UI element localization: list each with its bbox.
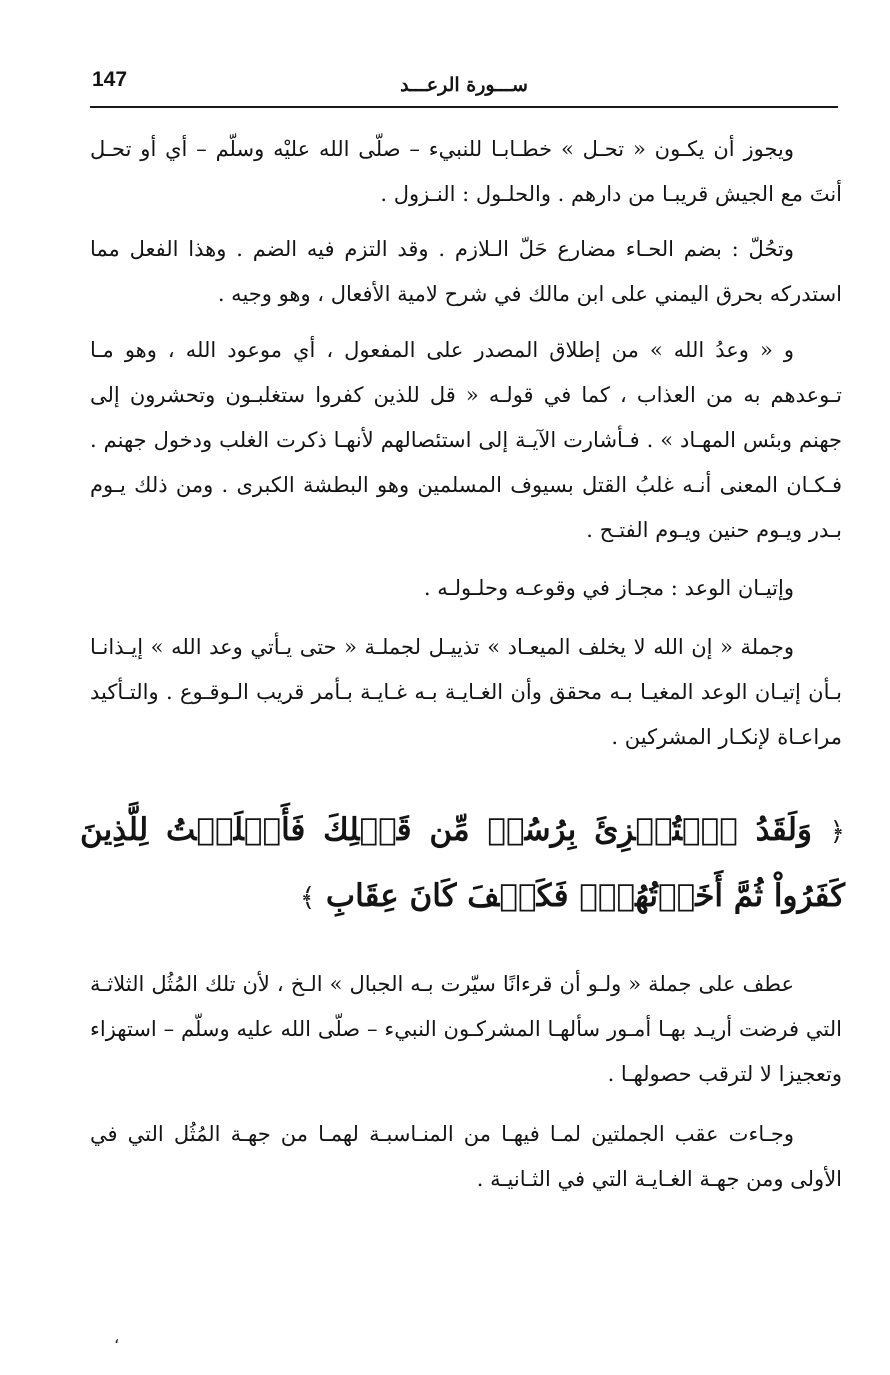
paragraph-7 bbox=[90, 1112, 842, 1202]
paragraph-2 bbox=[90, 227, 842, 317]
paragraph-text: وإتيـان الوعد : مجـاز في وقوعـه وحلـولـه . bbox=[423, 576, 794, 600]
paragraph-text: ويجوز أن يكـون « تحـل » خطـابـا للنبيء – صلّى الله عليْه وسلّم – أي أو تحـل أنتَ مع الجيش قريبـا من دارهم . والحلـول : النـزول . bbox=[90, 137, 842, 206]
paragraph-3 bbox=[90, 328, 842, 553]
paragraph-5 bbox=[90, 625, 842, 760]
running-title: ســـورة الرعـــد bbox=[400, 74, 528, 96]
stray-mark: ، bbox=[114, 1328, 120, 1347]
quran-verse bbox=[80, 798, 845, 930]
paragraph-text: وجـاءت عقب الجملتين لمـا فيهـا من المنـاسبـة لهمـا من جهـة المُثُل التي في الأولى ومن جهـة الغـايـة التي في الثـانيـة . bbox=[90, 1122, 842, 1191]
paragraph-text: عطف على جملة « ولـو أن قرءانًا سيّرت بـه الجبال » الـخ ، لأن تلك المُثُل الثلاثـة التي فرضت أريـد بهـا أمـور سألهـا المشركـون النبيء – صلّى الله عليه وسلّم – استهزاء وتعجيزا لا لترقب حصولهـا . bbox=[90, 972, 842, 1086]
paragraph-text: وجملة « إن الله لا يخلف الميعـاد » تذييـل لجملـة « حتى يـأتي وعد الله » إيـذانـا بـأن إتيـان الوعد المغيـا بـه محقق وأن الغـايـة بـه غـايـة بـأمر قريب الـوقـوع . والتـأكيد مراعـاة لإنكـار المشركين . bbox=[90, 635, 842, 749]
page-number: 147 bbox=[92, 68, 128, 91]
paragraph-6 bbox=[90, 962, 842, 1097]
paragraph-text: وتحُلّ : بضم الحـاء مضارع حَلّ الـلازم . وقد التزم فيه الضم . وهذا الفعل مما استدركه بحرق اليمني على ابن مالك في شرح لامية الأفعال ، وهو وجيه . bbox=[90, 237, 842, 306]
verse-open-bracket: ﴿ bbox=[829, 817, 845, 847]
paragraph-4 bbox=[90, 566, 842, 611]
paragraph-1 bbox=[90, 127, 842, 217]
verse-text: وَلَقَدُ ٱسۡتُهۡزِئَ بِرُسُلٖ مِّن قَبۡلِكَ فَأَمۡلَيۡتُ لِلَّذِينَ كَفَرُواْ ثُمَّ أَخَذۡتُهُمۡۖ فَكَيۡفَ كَانَ عِقَابِ bbox=[80, 812, 845, 914]
paragraph-text: و « وعدُ الله » من إطلاق المصدر على المفعول ، أي موعود الله ، وهو مـا تـوعدهم به من العذاب ، كما في قولـه « قل للذين كفروا ستغلبـون وتحشرون إلى جهنم وبئس المهـاد » . فـأشارت الآيـة إلى استئصالهم لأنهـا ذكرت الغلب ودخول جهنم . فـكـان المعنى أنـه غلبُ القتل بسيوف المسلمين وهو البطشة الكبرى . ومن ذلك يـوم بـدر ويـوم حنين ويـوم الفتـح . bbox=[90, 338, 842, 542]
verse-close-bracket: ﴾ bbox=[299, 883, 316, 913]
page-header bbox=[90, 62, 838, 108]
